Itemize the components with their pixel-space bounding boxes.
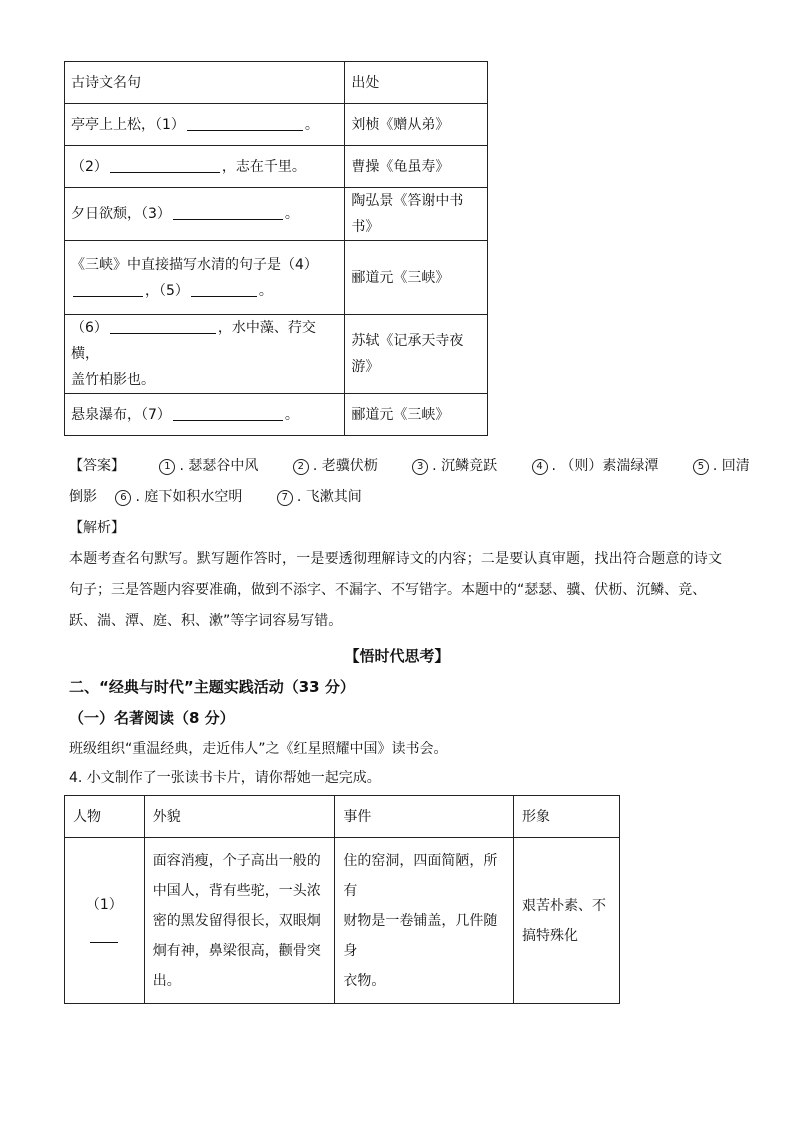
answer-label: 【答案】 (69, 458, 125, 474)
analysis-text: 句子；三是答题内容要准确，做到不添字、不漏字、不写错字。本题中的“瑟瑟、骥、伏枥、沉鳞、竞、 (69, 582, 707, 598)
fill-blank[interactable] (191, 282, 257, 297)
analysis-label: 【解析】 (69, 520, 125, 536)
poem-table (64, 61, 488, 436)
poem-text: 盖竹柏影也。 (71, 372, 155, 388)
poem-table-header (65, 62, 488, 104)
poem-text: （6） (71, 320, 108, 336)
answer-item: 4 . （则）素湍绿潭 (532, 455, 659, 477)
poem-text: 夕日欲颓，（3） (71, 206, 171, 222)
answer-item: 7 . 飞漱其间 (277, 486, 362, 508)
fill-blank[interactable] (173, 406, 283, 421)
poem-text: 悬泉瀑布，（7） (71, 406, 171, 423)
poem-source: 郦道元《三峡》 (345, 394, 488, 436)
card-header: 事件 (335, 796, 514, 838)
answer-line-1 (69, 455, 750, 477)
poem-text: ，水中藻、荇交横， (71, 320, 316, 362)
card-header: 人物 (65, 796, 145, 838)
image-cell: 艰苦朴素、不 搞特殊化 (514, 838, 620, 1004)
poem-row (65, 241, 488, 315)
answer-text: 倒影 (69, 489, 97, 505)
poem-row (65, 104, 488, 146)
section-heading: 【悟时代思考】 (344, 647, 450, 665)
answer-item: 5 . 回清 (693, 455, 750, 477)
poem-source: 刘桢《赠从弟》 (345, 104, 488, 146)
card-row (65, 838, 620, 1004)
poem-text: ，（5） (145, 282, 189, 299)
poem-source: 郦道元《三峡》 (345, 241, 488, 315)
sub-title: （一）名著阅读（8 分） (69, 709, 235, 727)
card-header: 外貌 (144, 796, 335, 838)
fill-blank[interactable] (73, 282, 143, 297)
fill-blank[interactable] (110, 158, 220, 173)
intro-text: 班级组织“重温经典，走近伟人”之《红星照耀中国》读书会。 (69, 741, 448, 757)
poem-text: 《三峡》中直接描写水清的句子是（4） (71, 256, 318, 273)
circled-number: 1 (159, 459, 175, 475)
answer-item: 3 . 沉鳞竞跃 (412, 455, 497, 477)
poem-source: 陶弘景《答谢中书书》 (345, 188, 488, 241)
answer-item: 2 . 老骥伏枥 (293, 455, 378, 477)
poem-text: ，志在千里。 (221, 158, 306, 175)
analysis-text: 本题考查名句默写。默写题作答时，一是要透彻理解诗文的内容；二是要认真审题，找出符合题意的诗文 (69, 551, 723, 567)
card-header-row (65, 796, 620, 838)
circled-number: 4 (532, 459, 548, 475)
poem-header-col1: 古诗文名句 (65, 62, 345, 104)
poem-row (65, 146, 488, 188)
poem-row (65, 394, 488, 436)
circled-number: 3 (412, 459, 428, 475)
poem-text: 。 (304, 116, 319, 133)
poem-text: 亭亭上上松，（1） (71, 116, 185, 133)
poem-text: 。 (258, 282, 273, 299)
poem-text: 。 (284, 206, 299, 222)
fill-blank[interactable] (110, 319, 216, 334)
reading-card-table (64, 795, 620, 1004)
fill-blank[interactable] (187, 116, 303, 131)
answer-item: 1 . 瑟瑟谷中风 (159, 455, 258, 477)
poem-source: 苏轼《记承天寺夜游》 (345, 315, 488, 394)
poem-text: （2） (71, 158, 108, 175)
analysis-text: 跃、湍、潭、庭、积、漱”等字词容易写错。 (69, 613, 343, 629)
poem-row (65, 315, 488, 394)
poem-text: 。 (284, 406, 299, 423)
poem-header-col2: 出处 (345, 62, 488, 104)
circled-number: 2 (293, 459, 309, 475)
poem-row (65, 188, 488, 241)
answer-line-2 (69, 486, 729, 508)
fill-blank[interactable] (90, 928, 118, 943)
poem-source: 曹操《龟虽寿》 (345, 146, 488, 188)
circled-number: 5 (693, 459, 709, 475)
circled-number: 6 (115, 490, 131, 506)
event-cell: 住的窑洞，四面简陋，所有 财物是一卷铺盖，几件随身 衣物。 (335, 838, 514, 1004)
person-label: （1） (85, 896, 123, 913)
card-header: 形象 (514, 796, 620, 838)
part-title: 二、“经典与时代”主题实践活动（33 分） (69, 678, 355, 696)
circled-number: 7 (277, 490, 293, 506)
fill-blank[interactable] (173, 205, 283, 220)
appearance-cell: 面容消瘦，个子高出一般的 中国人，背有些驼，一头浓 密的黑发留得很长，双眼炯 炯有神，鼻梁很高，颧骨突 出。 (144, 838, 335, 1004)
question-text: 4. 小文制作了一张读书卡片，请你帮她一起完成。 (69, 770, 381, 786)
answer-item: 6 . 庭下如积水空明 (115, 486, 242, 508)
